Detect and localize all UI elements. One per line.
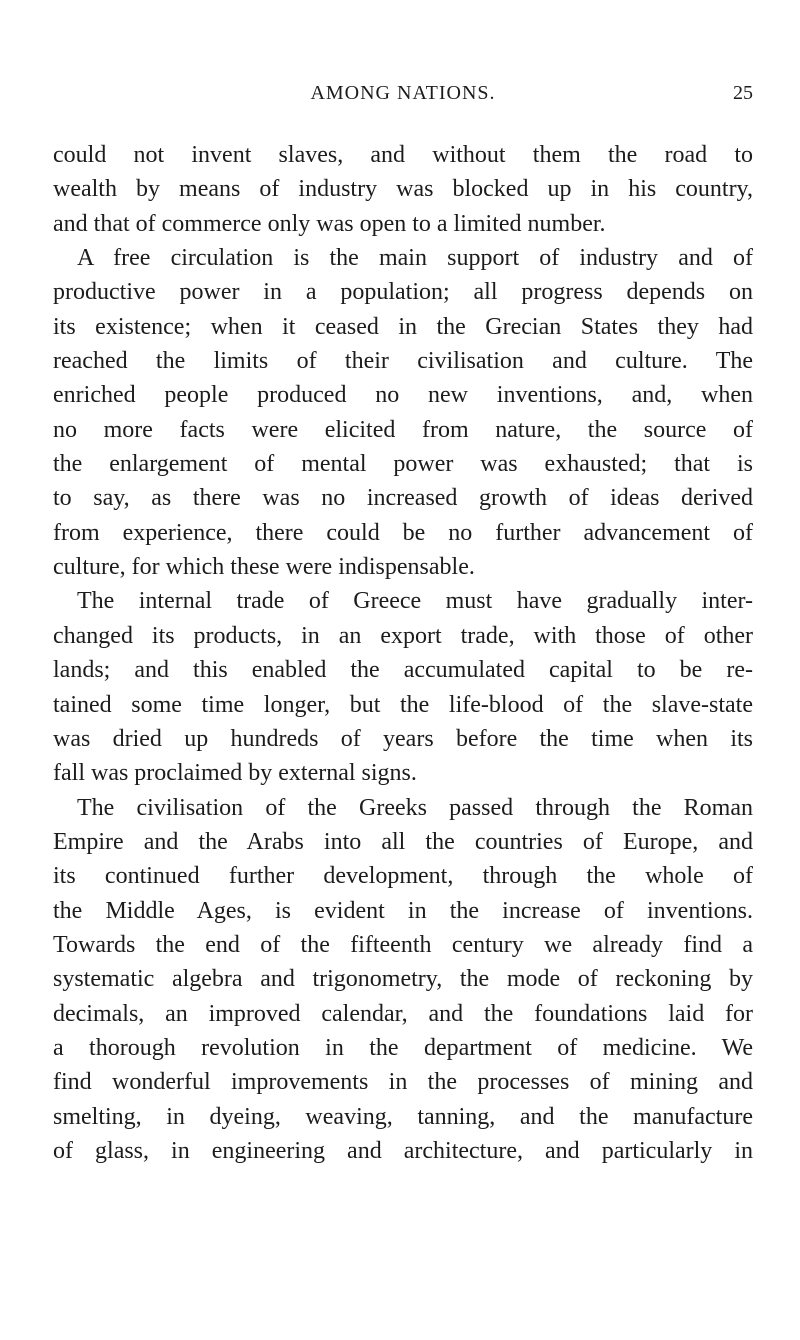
text-line: The internal trade of Greece must have gradually inter- bbox=[77, 588, 753, 615]
text-line: culture, for which these were indispensable. bbox=[53, 554, 475, 581]
text-line: lands; and this enabled the accumulated capital to be re- bbox=[53, 657, 753, 684]
text-line: its continued further development, through the whole of bbox=[53, 863, 753, 890]
text-line: decimals, an improved calendar, and the foundations laid for bbox=[53, 1000, 753, 1027]
page-header bbox=[53, 82, 753, 112]
text-line: wealth by means of industry was blocked up in his country, bbox=[53, 176, 753, 203]
text-line: Towards the end of the fifteenth century we already find a bbox=[53, 931, 753, 958]
body-text bbox=[53, 138, 753, 1168]
text-line: and that of commerce only was open to a limited number. bbox=[53, 210, 606, 237]
text-line: its existence; when it ceased in the Grecian States they had bbox=[53, 313, 753, 340]
text-line: the Middle Ages, is evident in the increase of inventions. bbox=[53, 897, 753, 924]
running-head: AMONG NATIONS. bbox=[310, 82, 496, 104]
text-line: find wonderful improvements in the processes of mining and bbox=[53, 1069, 753, 1096]
text-line: enriched people produced no new inventions, and, when bbox=[53, 382, 753, 409]
text-line: could not invent slaves, and without them the road to bbox=[53, 142, 753, 168]
text-line: from experience, there could be no further advancement of bbox=[53, 519, 753, 546]
text-line: to say, as there was no increased growth of ideas derived bbox=[53, 485, 753, 512]
text-line: of glass, in engineering and architecture, and particularly in bbox=[53, 1137, 753, 1164]
text-line: reached the limits of their civilisation and culture. The bbox=[53, 348, 753, 375]
text-line: Empire and the Arabs into all the countries of Europe, and bbox=[53, 828, 753, 855]
text-line: A free circulation is the main support of industry and of bbox=[77, 245, 753, 272]
text-line: a thorough revolution in the department of medicine. We bbox=[53, 1034, 753, 1061]
page-number: 25 bbox=[733, 82, 753, 104]
text-line: changed its products, in an export trade, with those of other bbox=[53, 622, 753, 649]
text-line: tained some time longer, but the life-blood of the slave-state bbox=[53, 691, 753, 718]
text-line: fall was proclaimed by external signs. bbox=[53, 760, 417, 787]
book-page bbox=[53, 0, 753, 1340]
text-line: systematic algebra and trigonometry, the mode of reckoning by bbox=[53, 966, 753, 993]
text-line: productive power in a population; all progress depends on bbox=[53, 279, 753, 306]
text-line: The civilisation of the Greeks passed through the Roman bbox=[77, 794, 753, 821]
text-line: the enlargement of mental power was exhausted; that is bbox=[53, 451, 753, 478]
text-line: smelting, in dyeing, weaving, tanning, and the manufacture bbox=[53, 1103, 753, 1130]
text-line: was dried up hundreds of years before the time when its bbox=[53, 725, 753, 752]
text-line: no more facts were elicited from nature, the source of bbox=[53, 416, 753, 443]
